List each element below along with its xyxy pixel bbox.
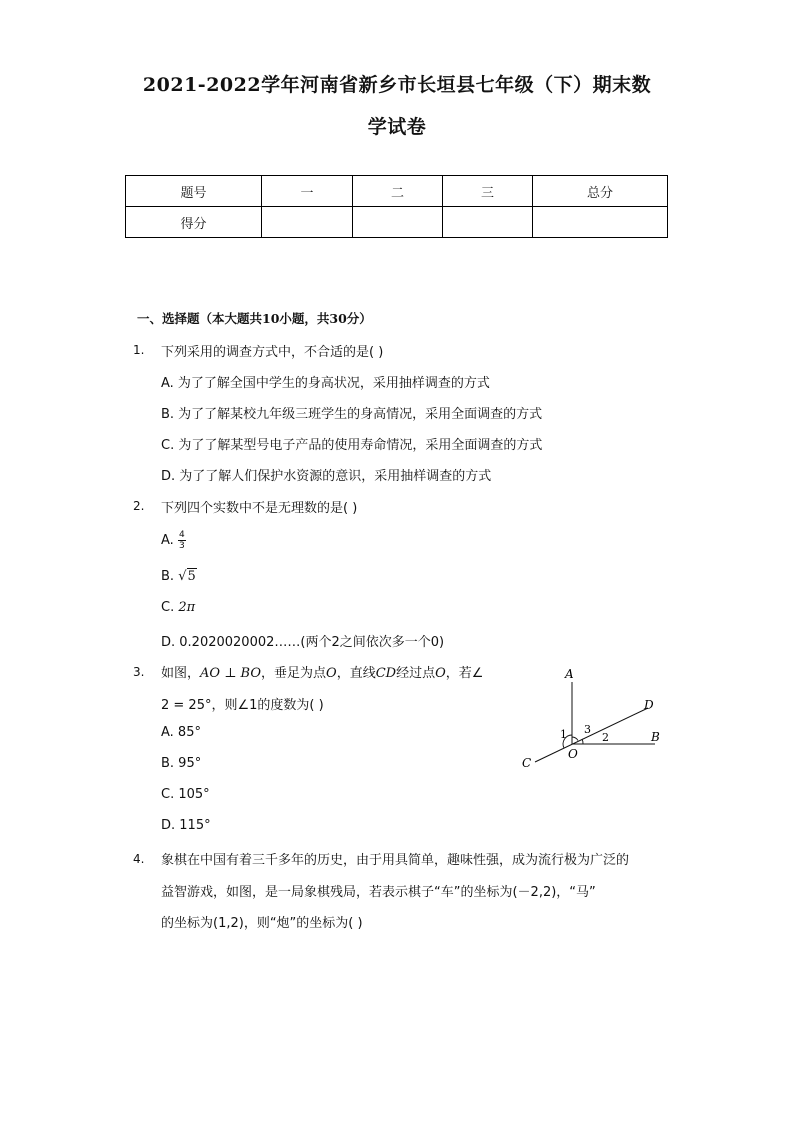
fraction-four-thirds [178, 530, 186, 551]
label-c: C [522, 756, 532, 770]
question-3-option-c: C. 105° [161, 787, 210, 802]
question-2-option-a [161, 530, 186, 551]
header-cell-part-1: 一 [262, 176, 353, 207]
score-cell-part-3 [443, 207, 533, 238]
label-angle-3: 3 [584, 723, 591, 736]
score-cell-part-2 [353, 207, 443, 238]
option-c-value: 2π [178, 600, 196, 615]
stem-text: ，若∠ [445, 666, 484, 681]
question-3-option-a: A. 85° [161, 725, 201, 740]
document-title-line-1: 2021-2022学年河南省新乡市长垣县七年级（下）期末数 [142, 74, 652, 96]
option-a-label: A. [161, 533, 174, 548]
label-b: B [651, 730, 660, 744]
question-3-stem-line-1 [161, 662, 483, 681]
line-cd [535, 708, 648, 762]
label-a: A [565, 667, 574, 681]
label-o: O [568, 747, 578, 761]
fraction-numerator: 4 [178, 530, 185, 540]
label-d: D [644, 698, 654, 712]
stem-text: ，直线 [336, 666, 376, 681]
option-c-label: C. [161, 600, 175, 615]
label-angle-1: 1 [560, 728, 567, 741]
question-1-option-d: D. 为了了解人们保护水资源的意识，采用抽样调查的方式 [161, 469, 492, 484]
question-4-number: 4. [133, 852, 145, 866]
section-heading-multiple-choice: 一、选择题（本大题共10小题，共30分） [137, 311, 372, 326]
header-cell-part-3: 三 [443, 176, 533, 207]
option-b-label: B. [161, 569, 175, 584]
question-3-option-d: D. 115° [161, 818, 211, 833]
question-1-option-a: A. 为了了解全国中学生的身高状况，采用抽样调查的方式 [161, 376, 490, 391]
document-title-line-2: 学试卷 [367, 116, 427, 138]
question-4-line-3: 的坐标为(1,2)，则“炮”的坐标为( ) [161, 916, 363, 931]
angle-3-arc [572, 737, 578, 741]
header-cell-total: 总分 [533, 176, 668, 207]
score-table-header-row [126, 176, 668, 207]
question-2-option-d: D. 0.2020020002……(两个2之间依次多一个0) [161, 635, 445, 650]
question-1-number: 1. [133, 343, 145, 357]
question-4-line-1: 象棋在中国有着三千多年的历史，由于用具简单，趣味性强，成为流行极为广泛的 [161, 853, 630, 868]
score-table [125, 175, 668, 238]
math-perpendicular: AO ⊥ BO [200, 666, 262, 681]
stem-text: 经过点 [396, 666, 436, 681]
question-3-geometry-figure [510, 660, 670, 775]
stem-text: ，垂足为点 [261, 666, 327, 681]
label-angle-2: 2 [602, 731, 609, 744]
header-cell-part-2: 二 [353, 176, 443, 207]
stem-text: 如图， [161, 666, 201, 681]
score-table-score-row [126, 207, 668, 238]
question-1-stem: 下列采用的调查方式中，不合适的是( ) [161, 345, 384, 360]
question-3-stem-line-2: 2 = 25°，则∠1的度数为( ) [161, 698, 324, 713]
math-point-o: O [326, 666, 337, 681]
question-2-stem: 下列四个实数中不是无理数的是( ) [161, 501, 358, 516]
header-cell-question-number: 题号 [126, 176, 262, 207]
fraction-denominator: 3 [178, 541, 185, 551]
question-3-number: 3. [133, 665, 145, 679]
question-3-option-b: B. 95° [161, 756, 202, 771]
question-4-line-2: 益智游戏，如图，是一局象棋残局，若表示棋子“车”的坐标为(－2,2)，“马” [161, 885, 596, 900]
angle-2-arc [582, 739, 583, 744]
question-1-option-c: C. 为了了解某型号电子产品的使用寿命情况，采用全面调查的方式 [161, 438, 543, 453]
square-root-expression [178, 568, 197, 584]
radicand: 5 [187, 569, 196, 584]
question-2-number: 2. [133, 499, 145, 513]
question-2-option-b [161, 569, 197, 584]
math-line-cd: CD [375, 666, 397, 681]
score-row-label: 得分 [126, 207, 262, 238]
score-cell-total [533, 207, 668, 238]
math-point-o: O [435, 666, 446, 681]
question-1-option-b: B. 为了了解某校九年级三班学生的身高情况，采用全面调查的方式 [161, 407, 543, 422]
radical-sign-icon: √ [178, 569, 187, 584]
score-cell-part-1 [262, 207, 353, 238]
question-2-option-c [161, 600, 195, 615]
